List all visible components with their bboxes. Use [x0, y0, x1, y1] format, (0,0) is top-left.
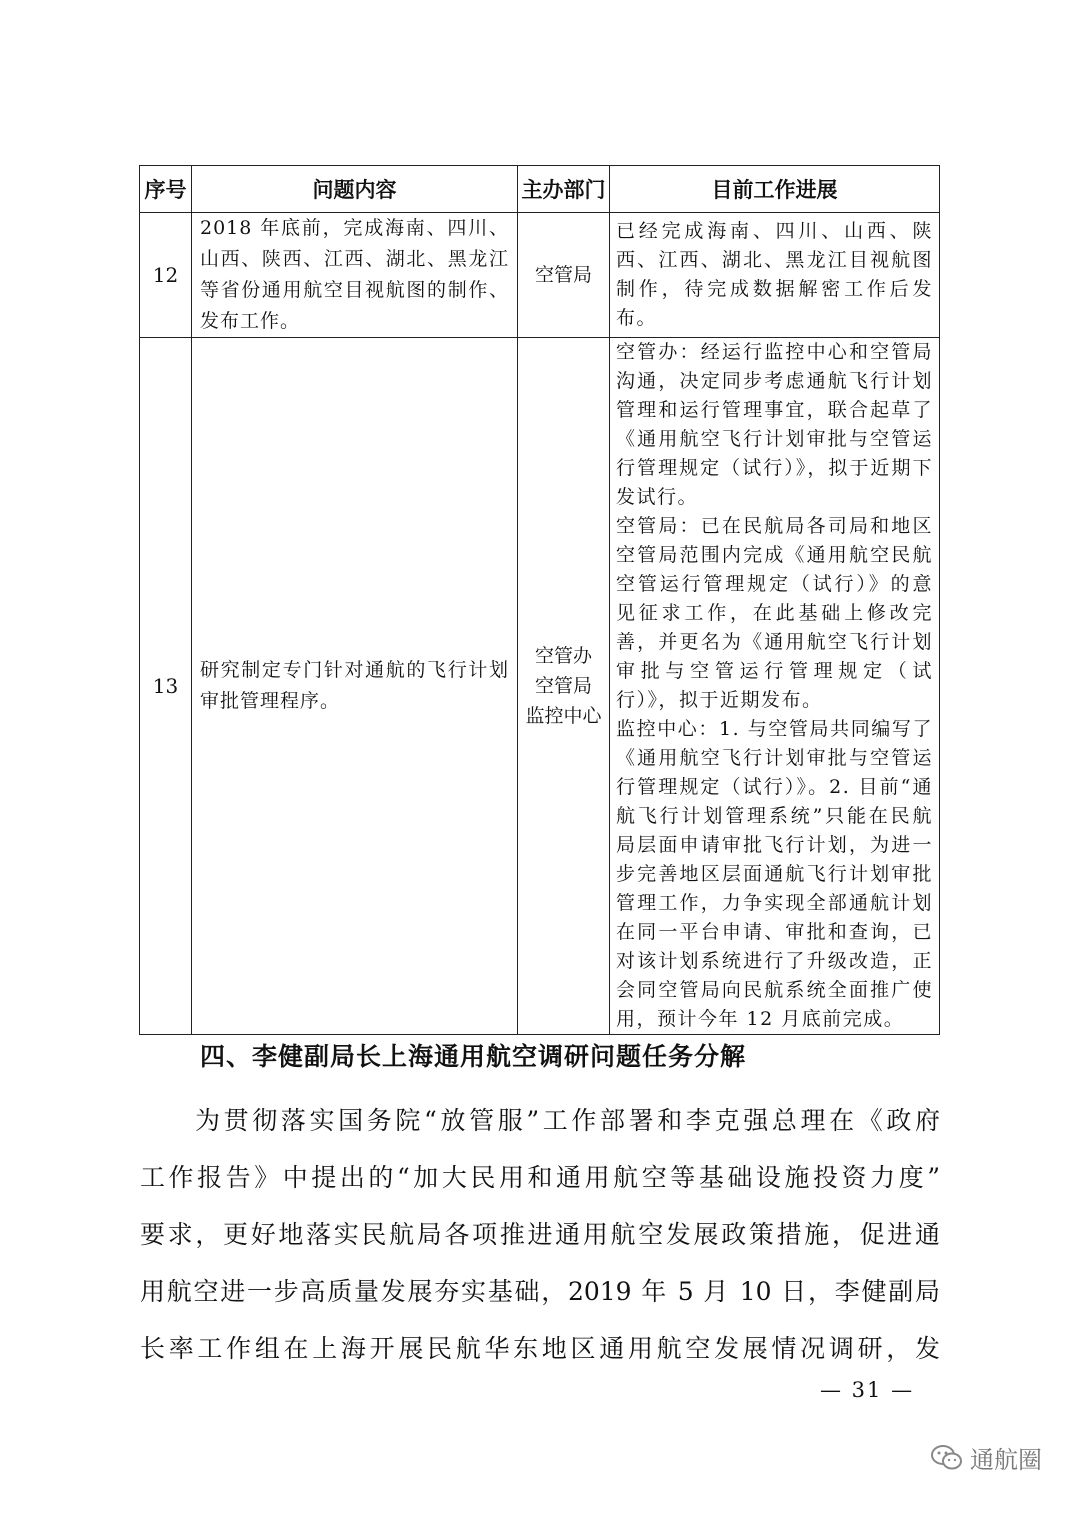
department-line: 空管局 — [534, 675, 592, 697]
table-row — [140, 338, 940, 1035]
table-row — [140, 213, 940, 338]
progress-table — [139, 165, 940, 1035]
table-header-row — [140, 166, 940, 213]
watermark-text: 通航圈 — [970, 1446, 1042, 1474]
row-serial: 13 — [140, 338, 192, 1035]
header-department: 主办部门 — [518, 166, 610, 213]
body-paragraph — [140, 1092, 940, 1377]
row-issue: 2018 年底前，完成海南、四川、山西、陕西、江西、湖北、黑龙江等省份通用航空目视航图的制作、发布工作。 — [192, 213, 518, 338]
paragraph-line: 为贯彻落实国务院“放管服”工作部署和李克强总理在《政府 — [195, 1106, 940, 1135]
row-department: 空管局 — [518, 213, 610, 338]
wechat-icon — [930, 1443, 964, 1473]
paragraph-line: 工作报告》中提出的“加大民用和通用航空等基础设施投资力度” — [140, 1163, 940, 1192]
paragraph-line: 要求，更好地落实民航局各项推进通用航空发展政策措施，促进通 — [140, 1220, 940, 1249]
row-department — [518, 338, 610, 1035]
paragraph-line: 长率工作组在上海开展民航华东地区通用航空发展情况调研，发 — [140, 1334, 940, 1363]
department-line: 监控中心 — [525, 705, 602, 727]
row-serial: 12 — [140, 213, 192, 338]
watermark — [930, 1440, 1042, 1475]
section-title: 四、李健副局长上海通用航空调研问题任务分解 — [200, 1042, 747, 1071]
header-issue: 问题内容 — [192, 166, 518, 213]
page-number: — 31 — — [820, 1378, 915, 1402]
paragraph-line: 用航空进一步高质量发展夯实基础，2019 年 5 月 10 日，李健副局 — [140, 1277, 940, 1306]
header-serial: 序号 — [140, 166, 192, 213]
progress-block-atc-bureau: 空管局：已在民航局各司局和地区空管局范围内完成《通用航空民航空管运行管理规定（试行）》的意见征求工作，在此基础上修改完善，并更名为《通用航空飞行计划审批与空管运行管理规定（试行）》，拟于近期发布。 — [616, 515, 933, 711]
department-line: 空管办 — [534, 645, 592, 667]
row-progress — [610, 338, 940, 1035]
row-issue: 研究制定专门针对通航的飞行计划审批管理程序。 — [192, 338, 518, 1035]
row-progress: 已经完成海南、四川、山西、陕西、江西、湖北、黑龙江目视航图制作，待完成数据解密工作后发布。 — [610, 213, 940, 338]
progress-block-monitoring-center: 监控中心：1. 与空管局共同编写了《通用航空飞行计划审批与空管运行管理规定（试行）》。2. 目前“通航飞行计划管理系统”只能在民航局层面申请审批飞行计划，为进一步完善地区层面通航飞行计划审批管理工作，力争实现全部通航计划在同一平台申请、审批和查询，已对该计划系统进行了升级改造，正会同空管局向民航系统全面推广使用，预计今年 12 月底前完成。 — [616, 718, 933, 1030]
header-progress: 目前工作进展 — [610, 166, 940, 213]
progress-block-atc-office: 空管办：经运行监控中心和空管局沟通，决定同步考虑通航飞行计划管理和运行管理事宜，联合起草了《通用航空飞行计划审批与空管运行管理规定（试行）》，拟于近期下发试行。 — [616, 341, 933, 508]
